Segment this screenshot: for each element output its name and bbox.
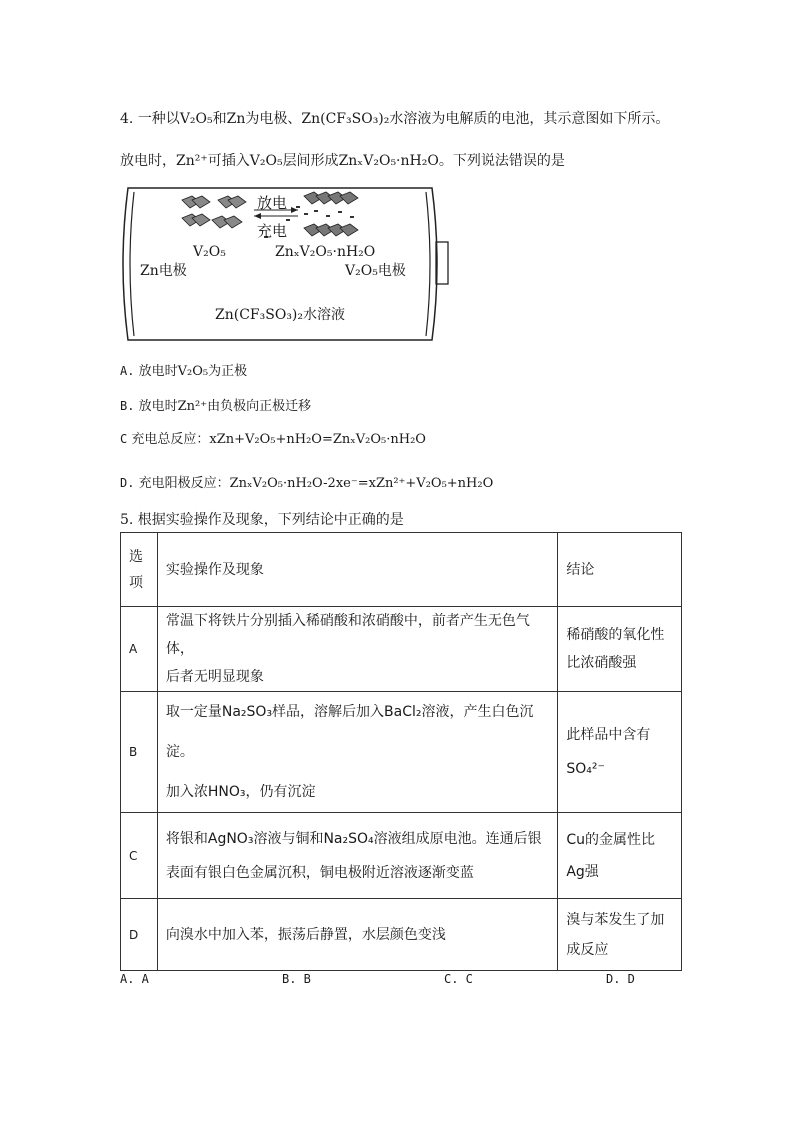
formula-zn: Zn	[226, 111, 246, 127]
option-letter: B.	[120, 399, 135, 413]
row-operation: 向溴水中加入苯，振荡后静置，水层颜色变浅	[157, 899, 557, 971]
charge-arrowhead	[254, 213, 261, 219]
battery-diagram	[120, 186, 450, 342]
right-electrode-line	[426, 192, 430, 336]
row-conclusion: 溴与苯发生了加 成反应	[558, 899, 682, 971]
answer-choice-d: D. D	[606, 972, 635, 986]
answer-choice-a: A. A	[120, 972, 149, 986]
discharge-label: 放电	[257, 194, 288, 212]
formula-v2o5: V₂O₅	[249, 153, 283, 169]
row-operation: 常温下将铁片分别插入稀硝酸和浓硝酸中，前者产生无色气体， 后者无明显现象	[157, 607, 557, 692]
table-row	[121, 607, 682, 692]
table-row	[121, 813, 682, 899]
header-operation: 实验操作及现象	[157, 533, 557, 607]
solution-label: Zn(CF₃SO₃)₂水溶液	[215, 307, 345, 323]
table-header-row	[121, 533, 682, 607]
v2o5-label: V₂O₅	[193, 244, 226, 260]
zn-electrode-label: Zn电极	[140, 263, 187, 279]
experiment-table	[120, 532, 682, 971]
row-conclusion: Cu的金属性比 Ag强	[558, 813, 682, 899]
row-conclusion: 稀硝酸的氧化性 比浓硝酸强	[558, 607, 682, 692]
stem-text: 层间形成	[282, 153, 339, 169]
battery-terminal	[436, 242, 448, 284]
row-option: D	[121, 899, 158, 971]
charge-label: 充电	[257, 222, 288, 240]
answer-choice-c: C. C	[444, 972, 473, 986]
option-text: 充电总反应：xZn+V₂O₅+nH₂O=ZnₓV₂O₅·nH₂O	[131, 432, 426, 447]
row-operation: 将银和AgNO₃溶液与铜和Na₂SO₄溶液组成原电池。连通后银 表面有银白色金属沉积，铜电极附近溶液逐渐变蓝	[157, 813, 557, 899]
stem-text: 水溶液为电解质的电池，其示意图如下所示。	[389, 111, 670, 127]
v2o5-crystals	[182, 196, 246, 228]
q4-option-c	[120, 428, 426, 447]
question-number: 4.	[120, 111, 134, 127]
stem-text: 。下列说法错误的是	[438, 153, 565, 169]
formula-v2o5: V₂O₅	[179, 111, 213, 127]
product-label: ZnₓV₂O₅·nH₂O	[275, 244, 376, 260]
stem-text: 为电极、	[245, 111, 302, 127]
q5-stem: 5. 根据实验操作及现象，下列结论中正确的是	[120, 512, 404, 528]
header-option: 选 项	[121, 533, 158, 607]
q4-stem-line1	[120, 108, 669, 128]
q4-stem-line2	[120, 150, 565, 170]
option-letter: D.	[120, 476, 135, 490]
stem-text: 一种以	[137, 111, 180, 127]
option-text: 充电阳极反应：ZnₓV₂O₅·nH₂O-2xe⁻=xZn²⁺+V₂O₅+nH₂O	[138, 476, 494, 491]
q4-option-a	[120, 360, 247, 379]
left-electrode-line	[130, 192, 134, 336]
option-text: 放电时V₂O₅为正极	[138, 364, 248, 379]
row-option: A	[121, 607, 158, 692]
product-crystals	[304, 192, 358, 236]
header-conclusion: 结论	[558, 533, 682, 607]
stem-text: 和	[212, 111, 227, 127]
formula-zn-ion: Zn²⁺	[176, 153, 208, 169]
stem-text: 放电时，	[120, 153, 176, 169]
option-letter: A.	[120, 364, 135, 378]
option-letter: C	[120, 432, 128, 446]
formula-electrolyte: Zn(CF₃SO₃)₂	[301, 111, 390, 127]
q4-option-b	[120, 395, 311, 414]
option-text: 放电时Zn²⁺由负极向正极迁移	[138, 399, 312, 414]
row-conclusion: 此样品中含有 SO₄²⁻	[558, 692, 682, 813]
v2o5-electrode-label: V₂O₅电极	[345, 263, 406, 279]
formula-product: ZnₓV₂O₅·nH₂O	[338, 153, 439, 169]
row-option: C	[121, 813, 158, 899]
answer-choice-b: B. B	[282, 972, 311, 986]
row-operation: 取一定量Na₂SO₃样品，溶解后加入BaCl₂溶液，产生白色沉淀。 加入浓HNO₃，仍有沉淀	[157, 692, 557, 813]
q4-option-d	[120, 472, 493, 491]
table-row	[121, 899, 682, 971]
stem-text: 可插入	[207, 153, 250, 169]
table-row	[121, 692, 682, 813]
row-option: B	[121, 692, 158, 813]
